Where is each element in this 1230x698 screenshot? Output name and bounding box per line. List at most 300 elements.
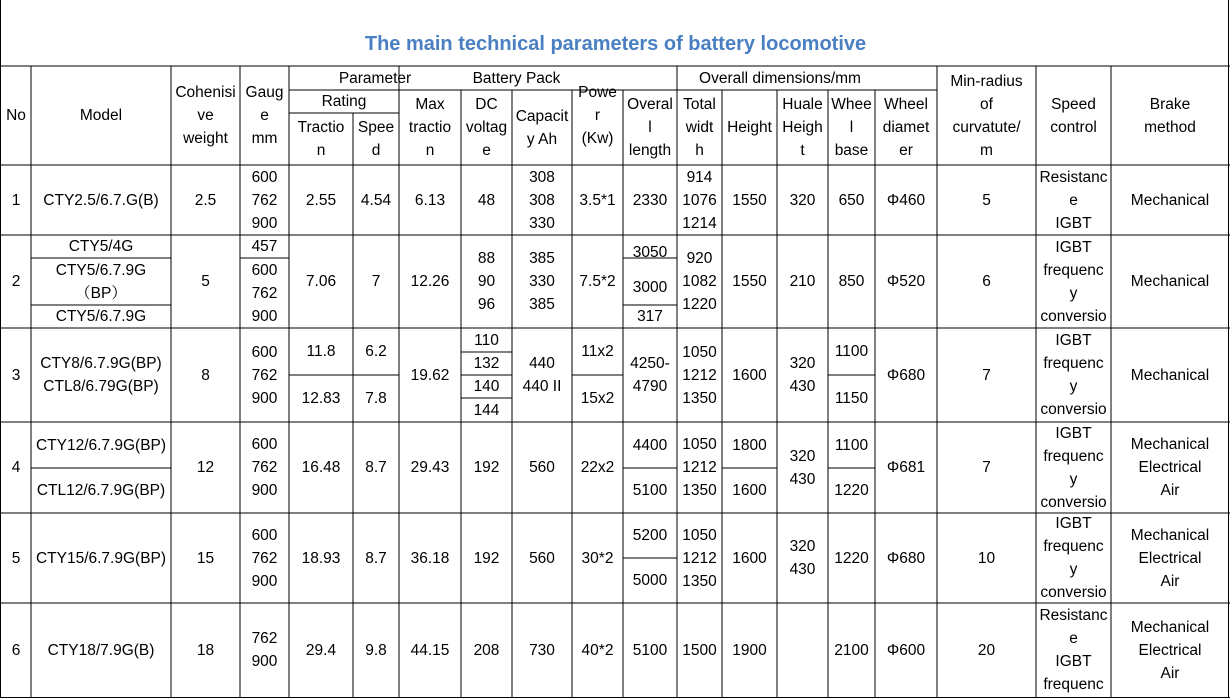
row1-wheel-diameter-line: Φ460 bbox=[886, 191, 926, 209]
row2-traction-line: 7.06 bbox=[305, 273, 337, 290]
row4-length-a-line: 4400 bbox=[632, 436, 668, 454]
row1-dc-voltage bbox=[461, 165, 512, 235]
row5-no-line: 5 bbox=[11, 549, 21, 567]
row4-capacity-line: 560 bbox=[529, 459, 555, 476]
row3-gauge-line: 600 bbox=[251, 343, 278, 361]
row6-wheel-diameter-line: Φ600 bbox=[886, 641, 926, 659]
header-max-traction-line: tractio bbox=[408, 119, 452, 136]
row2-speed-control-line: conversio bbox=[1040, 307, 1107, 325]
row6-gauge-line: 762 bbox=[251, 630, 278, 647]
row1-gauge-line: 600 bbox=[251, 168, 278, 186]
row3-min-radius bbox=[937, 328, 1036, 422]
header-capacity-line: y Ah bbox=[526, 130, 558, 148]
row2-length-a bbox=[623, 235, 677, 305]
row2-no-line: 2 bbox=[11, 273, 21, 290]
header-capacity bbox=[512, 90, 572, 165]
row4-min-radius-line: 7 bbox=[982, 459, 991, 476]
header-haul-height-line: Heigh bbox=[782, 119, 823, 136]
header-width bbox=[677, 90, 722, 165]
header-rating bbox=[289, 90, 399, 113]
row6-min-radius bbox=[937, 603, 1036, 697]
row3-traction-b-line: 12.83 bbox=[301, 390, 341, 407]
row5-length-a bbox=[623, 513, 677, 558]
header-haul-height-line: t bbox=[800, 142, 805, 159]
header-parameter bbox=[289, 66, 461, 90]
header-cohesive-weight bbox=[171, 66, 240, 165]
row1-gauge-line: 900 bbox=[251, 214, 278, 232]
row3-speed-control-line: conversio bbox=[1040, 401, 1107, 418]
row5-speed-line: 8.7 bbox=[365, 549, 387, 567]
row3-dc-voltage-d-line: 144 bbox=[473, 401, 500, 419]
row6-speed-control-line: e bbox=[1069, 630, 1078, 647]
row5-min-radius-line: 10 bbox=[977, 549, 996, 567]
row3-traction-b bbox=[289, 375, 353, 422]
row5-width bbox=[677, 513, 722, 603]
row2-length-b bbox=[623, 305, 677, 328]
row4-brake-method bbox=[1111, 422, 1229, 513]
header-dc-voltage-line: DC bbox=[475, 96, 498, 113]
header-traction-line: n bbox=[316, 142, 326, 159]
header-cohesive-weight-line: weight bbox=[183, 130, 228, 147]
header-no bbox=[1, 66, 31, 165]
row4-height-b bbox=[722, 468, 777, 513]
row3-gauge-line: 762 bbox=[251, 366, 278, 384]
row5-traction-line: 18.93 bbox=[301, 549, 341, 567]
row4-width-line: 1350 bbox=[682, 482, 717, 499]
row6-gauge bbox=[240, 603, 289, 697]
row3-speed-control-line: y bbox=[1069, 378, 1078, 395]
row2-min-radius-line: 6 bbox=[982, 273, 991, 290]
row3-max-traction bbox=[399, 328, 461, 422]
header-length-line: Overal bbox=[627, 96, 673, 113]
row1-gauge bbox=[240, 165, 289, 235]
row4-wheel-diameter-line: Φ681 bbox=[886, 459, 926, 476]
row3-cohesive-weight bbox=[171, 328, 240, 422]
row4-speed-control-line: frequenc bbox=[1043, 447, 1104, 465]
row4-wheel-base-b bbox=[828, 468, 875, 513]
row3-power-a-line: 11x2 bbox=[581, 343, 614, 360]
row5-gauge-line: 900 bbox=[251, 572, 278, 590]
row1-brake-method-line: Mechanical bbox=[1130, 191, 1210, 209]
row4-brake-method-line: Electrical bbox=[1138, 459, 1202, 476]
header-length bbox=[623, 90, 677, 165]
row2-gauge-b bbox=[240, 258, 289, 328]
header-brake-method bbox=[1111, 66, 1229, 165]
row1-no-line: 1 bbox=[11, 191, 21, 209]
header-width-line: h bbox=[695, 142, 704, 159]
row4-max-traction-line: 29.43 bbox=[410, 459, 450, 476]
row5-haul-height-line: 430 bbox=[789, 561, 816, 578]
row4-model-b-line: CTL12/6.7.9G(BP) bbox=[36, 482, 166, 499]
row5-speed-control-line: IGBT bbox=[1055, 515, 1092, 532]
header-speed-line: d bbox=[371, 142, 381, 159]
row6-brake-method-line: Air bbox=[1160, 664, 1180, 682]
row3-brake-method bbox=[1111, 328, 1229, 422]
row1-height-line: 1550 bbox=[732, 191, 767, 209]
row6-max-traction bbox=[399, 603, 461, 697]
row3-haul-height bbox=[777, 328, 828, 422]
row5-gauge bbox=[240, 513, 289, 603]
row2-length-a-line: 3000 bbox=[632, 279, 668, 296]
row1-width-line: 1214 bbox=[682, 214, 717, 232]
row3-height bbox=[722, 328, 777, 422]
row6-speed-control-line: Resistanc bbox=[1039, 607, 1108, 624]
row6-cohesive-weight-line: 18 bbox=[196, 641, 215, 659]
header-cohesive-weight-line: ve bbox=[197, 107, 214, 124]
row3-wheel-base-b-line: 1150 bbox=[834, 390, 869, 407]
row2-min-radius bbox=[937, 235, 1036, 328]
row1-width bbox=[677, 165, 722, 235]
row5-wheel-base bbox=[828, 513, 875, 603]
row3-no-line: 3 bbox=[11, 366, 21, 384]
row2-max-traction-line: 12.26 bbox=[410, 273, 450, 290]
row2-width-line: 920 bbox=[686, 250, 713, 267]
header-width-line: Total bbox=[683, 96, 716, 113]
row4-length-a bbox=[623, 422, 677, 468]
row2-dc-voltage-line: 96 bbox=[477, 296, 496, 313]
row4-gauge-line: 900 bbox=[251, 482, 278, 499]
row1-speed-control-line: Resistanc bbox=[1039, 168, 1108, 186]
row2-model-c bbox=[31, 305, 171, 328]
header-model-line: Model bbox=[79, 107, 123, 124]
header-capacity-line: Capacit bbox=[515, 107, 569, 125]
row4-no bbox=[1, 422, 31, 513]
header-haul-height bbox=[777, 90, 828, 165]
row3-model-line: CTL8/6.79G(BP) bbox=[43, 378, 159, 395]
row6-dc-voltage-line: 208 bbox=[473, 641, 500, 659]
header-min-radius-line: of bbox=[980, 95, 993, 113]
row1-dc-voltage-line: 48 bbox=[477, 191, 496, 209]
row6-no bbox=[1, 603, 31, 697]
row4-wheel-base-a bbox=[828, 422, 875, 468]
header-speed-control-line: control bbox=[1050, 118, 1097, 136]
row4-no-line: 4 bbox=[11, 459, 21, 476]
header-length-line: length bbox=[628, 142, 672, 159]
row4-dc-voltage bbox=[461, 422, 512, 513]
row3-capacity-line: 440 II bbox=[522, 378, 562, 395]
row1-min-radius-line: 5 bbox=[982, 191, 991, 209]
row5-length-b-line: 5000 bbox=[632, 572, 668, 589]
row3-length bbox=[623, 328, 677, 422]
row3-speed-control-line: frequenc bbox=[1043, 355, 1104, 372]
row2-capacity-line: 385 bbox=[529, 296, 555, 313]
row2-height-line: 1550 bbox=[732, 273, 767, 290]
row4-traction-line: 16.48 bbox=[301, 459, 341, 476]
row4-max-traction bbox=[399, 422, 461, 513]
header-overall-dimensions-line: Overall dimensions/mm bbox=[699, 69, 861, 87]
row2-cohesive-weight bbox=[171, 235, 240, 328]
row1-power-line: 3.5*1 bbox=[579, 191, 616, 209]
row3-wheel-diameter bbox=[875, 328, 937, 422]
row2-gauge-a bbox=[240, 235, 289, 258]
row2-wheel-diameter-line: Φ520 bbox=[886, 273, 926, 290]
header-wheel-diameter bbox=[875, 90, 937, 165]
row3-power-b bbox=[572, 375, 623, 422]
row2-speed-control-line: frequenc bbox=[1043, 261, 1104, 279]
row3-capacity bbox=[512, 328, 572, 422]
header-traction bbox=[289, 113, 353, 165]
row6-width-line: 1500 bbox=[682, 641, 717, 659]
header-wheel-diameter-line: er bbox=[899, 142, 913, 159]
row2-wheel-diameter bbox=[875, 235, 937, 328]
row3-length-line: 4250- bbox=[630, 355, 670, 372]
header-speed bbox=[353, 113, 399, 165]
row1-speed-line: 4.54 bbox=[360, 191, 392, 209]
row6-gauge-line: 900 bbox=[251, 653, 278, 670]
row1-no bbox=[1, 165, 31, 235]
header-dc-voltage bbox=[461, 90, 512, 165]
row5-power bbox=[572, 513, 623, 603]
header-dc-voltage-line: e bbox=[482, 142, 491, 159]
row5-traction bbox=[289, 513, 353, 603]
row6-width bbox=[677, 603, 722, 697]
row2-speed-line: 7 bbox=[371, 273, 381, 290]
header-speed-line: Spee bbox=[357, 119, 395, 136]
row1-capacity-line: 308 bbox=[529, 168, 555, 186]
row6-length-line: 5100 bbox=[632, 641, 668, 659]
row4-speed-control-line: IGBT bbox=[1055, 424, 1092, 442]
row3-gauge-line: 900 bbox=[251, 389, 278, 407]
row4-wheel-diameter bbox=[875, 422, 937, 513]
row3-dc-voltage-b-line: 132 bbox=[473, 355, 500, 372]
header-max-traction-line: Max bbox=[415, 96, 445, 113]
row2-haul-height-line: 210 bbox=[789, 273, 816, 290]
row5-max-traction bbox=[399, 513, 461, 603]
row3-speed-a bbox=[353, 328, 399, 375]
row5-width-line: 1212 bbox=[682, 549, 717, 567]
header-max-traction bbox=[399, 90, 461, 165]
row2-speed-control-line: IGBT bbox=[1055, 238, 1092, 256]
row1-length bbox=[623, 165, 677, 235]
row3-haul-height-line: 320 bbox=[789, 355, 816, 372]
header-gauge-line: e bbox=[260, 107, 269, 124]
row2-width-line: 1082 bbox=[682, 273, 717, 290]
row2-model-a-line: CTY5/4G bbox=[68, 238, 134, 255]
row4-min-radius bbox=[937, 422, 1036, 513]
row4-length-b-line: 5100 bbox=[632, 482, 668, 499]
row4-length-b bbox=[623, 468, 677, 513]
row4-haul-height bbox=[777, 422, 828, 513]
row4-height-a bbox=[722, 422, 777, 468]
row1-width-line: 914 bbox=[686, 168, 713, 186]
row2-model-b-line: （BP） bbox=[75, 284, 127, 302]
row5-speed bbox=[353, 513, 399, 603]
row2-dc-voltage-line: 90 bbox=[477, 273, 496, 290]
row3-traction-a bbox=[289, 328, 353, 375]
row4-haul-height-line: 320 bbox=[789, 447, 816, 465]
row1-haul-height-line: 320 bbox=[789, 191, 816, 209]
row4-width-line: 1212 bbox=[682, 459, 717, 476]
row1-wheel-base bbox=[828, 165, 875, 235]
row3-width-line: 1050 bbox=[682, 343, 717, 361]
row5-power-line: 30*2 bbox=[581, 549, 614, 567]
row3-capacity-line: 440 bbox=[529, 355, 555, 372]
row6-speed-control-line: IGBT bbox=[1055, 653, 1092, 670]
row3-width bbox=[677, 328, 722, 422]
row3-gauge bbox=[240, 328, 289, 422]
row3-brake-method-line: Mechanical bbox=[1130, 366, 1210, 384]
row4-width-line: 1050 bbox=[682, 436, 717, 453]
row4-speed-line: 8.7 bbox=[365, 459, 387, 476]
header-wheel-base-line: Whee bbox=[831, 96, 872, 113]
row5-no bbox=[1, 513, 31, 603]
row6-length bbox=[623, 603, 677, 697]
header-traction-line: Tractio bbox=[297, 119, 345, 136]
header-speed-control bbox=[1036, 66, 1111, 165]
row5-wheel-base-line: 1220 bbox=[834, 549, 869, 567]
row1-gauge-line: 762 bbox=[251, 191, 278, 209]
row6-height bbox=[722, 603, 777, 697]
row5-speed-control-line: conversio bbox=[1040, 584, 1107, 601]
header-brake-method-line: method bbox=[1144, 118, 1196, 136]
header-rating-line: Rating bbox=[321, 93, 367, 110]
row5-cohesive-weight-line: 15 bbox=[196, 549, 215, 567]
row5-speed-control bbox=[1036, 513, 1111, 603]
row5-haul-height-line: 320 bbox=[789, 538, 816, 555]
row4-wheel-base-b-line: 1220 bbox=[834, 482, 869, 499]
row1-speed bbox=[353, 165, 399, 235]
row4-cohesive-weight-line: 12 bbox=[196, 459, 215, 476]
row3-dc-voltage-a-line: 110 bbox=[474, 331, 499, 349]
row6-brake-method bbox=[1111, 603, 1229, 697]
row6-capacity-line: 730 bbox=[529, 641, 555, 659]
row2-length-a-line: 3050 bbox=[632, 244, 668, 261]
row6-traction-line: 29.4 bbox=[305, 641, 337, 659]
row6-speed-line: 9.8 bbox=[365, 641, 387, 659]
row5-gauge-line: 762 bbox=[251, 549, 278, 567]
row5-brake-method-line: Air bbox=[1160, 572, 1180, 590]
header-max-traction-line: n bbox=[425, 142, 435, 159]
row3-traction-a-line: 11.8 bbox=[306, 343, 336, 360]
row5-wheel-diameter bbox=[875, 513, 937, 603]
header-width-line: widt bbox=[685, 119, 714, 136]
row1-haul-height bbox=[777, 165, 828, 235]
header-min-radius bbox=[937, 66, 1036, 165]
row2-gauge-b-line: 762 bbox=[251, 284, 278, 302]
row6-brake-method-line: Mechanical bbox=[1130, 618, 1210, 636]
row2-power bbox=[572, 235, 623, 328]
row5-model-line: CTY15/6.7.9G(BP) bbox=[35, 549, 167, 567]
row3-length-line: 4790 bbox=[632, 378, 668, 395]
row6-max-traction-line: 44.15 bbox=[410, 641, 450, 659]
row4-wheel-base-a-line: 1100 bbox=[834, 436, 869, 454]
row4-brake-method-line: Mechanical bbox=[1130, 436, 1210, 453]
row2-gauge-b-line: 900 bbox=[251, 307, 278, 325]
header-length-line: l bbox=[648, 119, 652, 136]
row1-model bbox=[31, 165, 171, 235]
row6-speed-control bbox=[1036, 603, 1111, 697]
row4-power bbox=[572, 422, 623, 513]
header-battery-pack-line: Battery Pack bbox=[472, 69, 561, 87]
row3-power-b-line: 15x2 bbox=[580, 390, 615, 407]
row5-length-b bbox=[623, 558, 677, 603]
header-power-line: Powe bbox=[578, 84, 617, 101]
row1-width-line: 1076 bbox=[682, 191, 717, 209]
row1-speed-control-line: e bbox=[1069, 191, 1078, 209]
header-overall-dimensions bbox=[623, 66, 937, 90]
row6-capacity bbox=[512, 603, 572, 697]
header-power-line: r bbox=[594, 107, 601, 124]
header-wheel-diameter-line: diamet bbox=[882, 119, 930, 136]
row5-width-line: 1350 bbox=[682, 572, 717, 590]
row1-max-traction bbox=[399, 165, 461, 235]
header-power-line: (Kw) bbox=[581, 130, 614, 147]
header-speed-control-line: Speed bbox=[1051, 95, 1096, 113]
row4-width bbox=[677, 422, 722, 513]
row2-speed-control bbox=[1036, 235, 1111, 328]
row5-brake-method bbox=[1111, 513, 1229, 603]
row3-cohesive-weight-line: 8 bbox=[201, 366, 210, 384]
row3-dc-voltage-d bbox=[461, 398, 512, 422]
row3-speed-control-line: IGBT bbox=[1055, 332, 1092, 349]
header-gauge bbox=[240, 66, 289, 165]
row6-min-radius-line: 20 bbox=[977, 641, 996, 659]
row2-haul-height bbox=[777, 235, 828, 328]
row5-speed-control-line: y bbox=[1069, 561, 1078, 578]
row3-haul-height-line: 430 bbox=[789, 378, 816, 395]
row4-power-line: 22x2 bbox=[580, 459, 615, 476]
row1-power bbox=[572, 165, 623, 235]
row3-wheel-base-a-line: 1100 bbox=[834, 343, 869, 360]
row6-height-line: 1900 bbox=[732, 641, 767, 659]
row4-gauge bbox=[240, 422, 289, 513]
row5-dc-voltage bbox=[461, 513, 512, 603]
table-title: The main technical parameters of battery locomotive bbox=[364, 33, 867, 55]
row3-dc-voltage-c bbox=[461, 375, 512, 398]
row6-model-line: CTY18/7.9G(B) bbox=[47, 641, 155, 659]
row1-speed-control-line: IGBT bbox=[1055, 214, 1092, 232]
header-cohesive-weight-line: Cohenisi bbox=[175, 84, 236, 101]
row2-model-a bbox=[31, 235, 171, 258]
row2-brake-method-line: Mechanical bbox=[1130, 273, 1210, 290]
row6-no-line: 6 bbox=[11, 641, 21, 659]
row5-width-line: 1050 bbox=[682, 526, 717, 544]
row6-speed bbox=[353, 603, 399, 697]
row3-dc-voltage-b bbox=[461, 352, 512, 375]
row6-wheel-base-line: 2100 bbox=[834, 641, 869, 659]
header-parameter-line: Parameter bbox=[338, 69, 412, 87]
row1-capacity bbox=[512, 165, 572, 235]
row6-power bbox=[572, 603, 623, 697]
row6-cohesive-weight bbox=[171, 603, 240, 697]
row2-capacity-line: 330 bbox=[529, 273, 555, 290]
row3-width-line: 1350 bbox=[682, 389, 717, 407]
row2-power-line: 7.5*2 bbox=[579, 273, 616, 290]
header-wheel-base bbox=[828, 90, 875, 165]
header-height-line: Height bbox=[727, 119, 772, 136]
row1-capacity-line: 330 bbox=[529, 214, 555, 232]
header-gauge-line: Gaug bbox=[245, 84, 284, 101]
row5-speed-control-line: frequenc bbox=[1043, 538, 1104, 555]
row3-speed-a-line: 6.2 bbox=[365, 343, 387, 360]
row3-speed-b bbox=[353, 375, 399, 422]
row1-traction-line: 2.55 bbox=[305, 191, 337, 209]
row5-brake-method-line: Electrical bbox=[1138, 549, 1202, 567]
row5-brake-method-line: Mechanical bbox=[1130, 526, 1210, 544]
row4-speed-control bbox=[1036, 422, 1111, 513]
row3-power-a bbox=[572, 328, 623, 375]
row3-max-traction-line: 19.62 bbox=[410, 366, 450, 384]
row2-gauge-b-line: 600 bbox=[251, 261, 278, 279]
row5-model bbox=[31, 513, 171, 603]
row2-max-traction bbox=[399, 235, 461, 328]
row2-no bbox=[1, 235, 31, 328]
header-power bbox=[572, 66, 623, 165]
row1-brake-method bbox=[1111, 165, 1229, 235]
row2-height bbox=[722, 235, 777, 328]
row2-gauge-a-line: 457 bbox=[251, 238, 278, 255]
row5-min-radius bbox=[937, 513, 1036, 603]
